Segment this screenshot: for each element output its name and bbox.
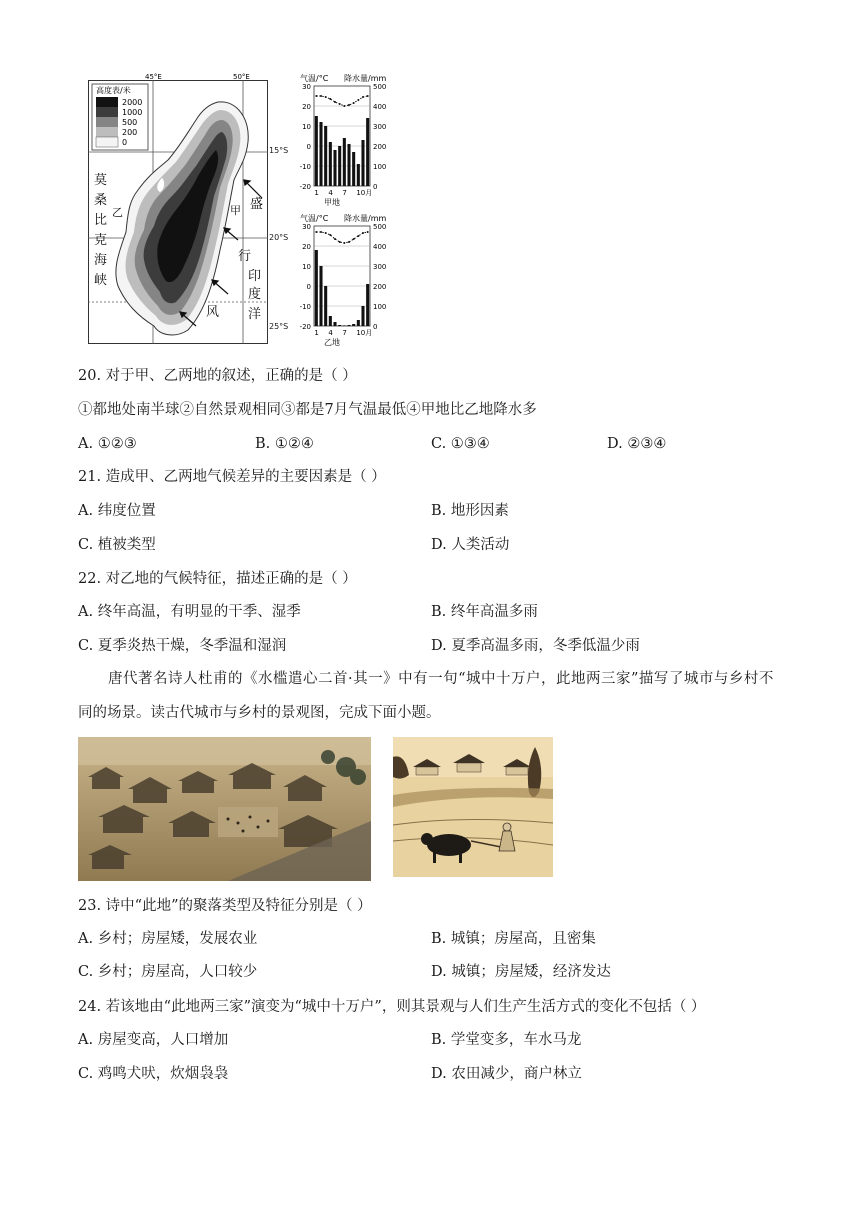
q23-option-b[interactable]: B. 城镇；房屋高，且密集 [431,931,596,947]
q21-option-b[interactable]: B. 地形因素 [431,503,509,519]
q23-option-d[interactable]: D. 城镇；房屋矮，经济发达 [431,964,611,980]
x-tick-label: 4 [328,189,333,197]
q24-option-a[interactable]: A. 房屋变高，人口增加 [78,1032,229,1048]
temperature-point [329,234,331,236]
legend-level-1: 1000 [122,108,143,117]
temperature-point [320,231,322,233]
strait-char-3: 克 [94,233,108,248]
precip-bar [361,140,364,186]
q23-option-a[interactable]: A. 乡村；房屋矮，发展农业 [78,931,258,947]
x-tick-label: 1 [314,189,319,197]
precip-bar [329,142,332,186]
left-tick-label: -20 [299,183,311,191]
x-tick-label: 10月 [356,329,373,337]
temperature-point [343,242,345,244]
lat-label-20: 20°S [269,233,289,242]
x-tick-label: 1 [314,329,319,337]
left-tick-label: 0 [306,283,311,291]
precip-bar [361,306,364,326]
temperature-point [353,102,355,104]
lon-label-45: 45°E [145,73,162,81]
precip-bar [324,126,327,186]
left-tick-label: 30 [302,223,311,231]
q23-stem: 23. 诗中“此地”的聚落类型及特征分别是（ ） [78,898,372,914]
right-tick-label: 400 [373,103,387,111]
right-tick-label: 500 [373,83,387,91]
left-tick-label: -10 [299,303,311,311]
chart-jia-left-label: 气温/°C [300,74,329,83]
q24-option-c[interactable]: C. 鸡鸣犬吠，炊烟袅袅 [78,1066,229,1082]
precip-bar [366,118,369,186]
left-tick-label: 20 [302,103,311,111]
chart-jia-caption: 甲地 [324,198,340,207]
chart-jia-right-label: 降水量/mm [344,74,387,83]
ocean-char-1: 度 [248,287,262,302]
q24-option-d[interactable]: D. 农田减少，商户林立 [431,1066,582,1082]
point-yi-label: 乙 [112,206,123,219]
temperature-point [320,95,322,97]
wind-char-0: 盛 [250,197,264,212]
temperature-point [367,231,369,233]
precip-bar [343,325,346,326]
precip-bar [333,322,336,326]
climate-chart-yi [292,212,392,348]
ancient-city-painting [78,737,371,881]
temperature-point [367,95,369,97]
strait-char-2: 比 [94,213,108,228]
climate-chart-jia [292,72,392,208]
right-tick-label: 0 [373,183,378,191]
q20-stem: 20. 对于甲、乙两地的叙述，正确的是（ ） [78,368,357,384]
precip-bar [319,266,322,326]
right-tick-label: 100 [373,303,387,311]
precip-bar [343,138,346,186]
q24-stem: 24. 若该地由“此地两三家”演变为“城中十万户”，则其景观与人们生产生活方式的变化不包括（ ） [78,999,706,1015]
right-tick-label: 200 [373,143,387,151]
precip-bar [357,164,360,186]
temperature-point [339,103,341,105]
precip-bar [338,325,341,326]
left-tick-label: 10 [302,123,311,131]
wind-char-1: 行 [238,249,252,264]
temperature-point [325,232,327,234]
left-tick-label: 10 [302,263,311,271]
madagascar-map [88,73,268,344]
right-tick-label: 500 [373,223,387,231]
q22-option-c[interactable]: C. 夏季炎热干燥，冬季温和湿润 [78,638,287,654]
q21-option-d[interactable]: D. 人类活动 [431,537,510,553]
temperature-point [329,98,331,100]
point-jia-label: 甲 [230,204,241,217]
temperature-point [357,235,359,237]
precip-bar [366,284,369,326]
x-tick-label: 10月 [356,189,373,197]
precip-bar [347,325,350,326]
precip-bar [315,116,318,186]
x-tick-label: 4 [328,329,333,337]
passage-line-1: 唐代著名诗人杜甫的《水槛遣心二首·其一》中有一句“城中十万户，此地两三家”描写了城市与乡村不 [108,671,774,687]
legend-level-4: 0 [122,138,128,147]
temperature-point [315,95,317,97]
lat-label-15: 15°S [269,146,289,155]
x-tick-label: 7 [342,189,347,197]
right-tick-label: 400 [373,243,387,251]
lon-label-50: 50°E [233,73,250,81]
legend-level-0: 2000 [122,98,143,107]
left-tick-label: 0 [306,143,311,151]
left-tick-label: 30 [302,83,311,91]
q22-option-d[interactable]: D. 夏季高温多雨，冬季低温少雨 [431,638,640,654]
ocean-char-2: 洋 [248,307,262,322]
lat-label-25: 25°S [269,322,289,331]
right-tick-label: 0 [373,323,378,331]
left-tick-label: 20 [302,243,311,251]
q20-statements: ①都地处南半球②自然景观相同③都是7月气温最低④甲地比乙地降水多 [78,402,537,418]
q20-option-b[interactable]: B. ①②④ [255,436,314,452]
q23-option-c[interactable]: C. 乡村；房屋高，人口较少 [78,964,258,980]
strait-char-5: 峡 [94,273,108,288]
temperature-point [343,105,345,107]
strait-char-0: 莫 [94,173,108,188]
chart-yi-right-label: 降水量/mm [344,214,387,223]
temperature-point [357,99,359,101]
strait-char-4: 海 [94,253,108,268]
strait-char-1: 桑 [94,193,108,208]
ocean-char-0: 印 [248,269,262,284]
precip-bar [329,316,332,326]
temperature-point [348,241,350,243]
q21-option-a[interactable]: A. 纬度位置 [78,503,156,519]
right-tick-label: 300 [373,263,387,271]
right-tick-label: 300 [373,123,387,131]
legend-level-3: 200 [122,128,138,137]
temperature-point [362,96,364,98]
wind-char-2: 风 [206,305,220,320]
q22-option-a[interactable]: A. 终年高温，有明显的干季、湿季 [78,604,301,620]
legend-level-2: 500 [122,118,138,127]
right-tick-label: 100 [373,163,387,171]
temperature-point [325,96,327,98]
left-tick-label: -20 [299,323,311,331]
ancient-village-painting [393,737,553,877]
temperature-point [348,104,350,106]
precip-bar [324,286,327,326]
x-tick-label: 7 [342,329,347,337]
q20-option-d[interactable]: D. ②③④ [607,436,667,452]
q21-option-c[interactable]: C. 植被类型 [78,537,156,553]
q22-stem: 22. 对乙地的气候特征，描述正确的是（ ） [78,571,357,587]
precip-bar [347,144,350,186]
right-tick-label: 200 [373,283,387,291]
q24-option-b[interactable]: B. 学堂变多，车水马龙 [431,1032,582,1048]
temperature-point [353,238,355,240]
precip-bar [338,146,341,186]
temperature-point [362,232,364,234]
map-legend-title: 高度表/米 [96,86,131,95]
precip-bar [357,320,360,326]
q20-option-a[interactable]: A. ①②③ [78,436,137,452]
q21-stem: 21. 造成甲、乙两地气候差异的主要因素是（ ） [78,469,386,485]
passage-line-2: 同的场景。读古代城市与乡村的景观图，完成下面小题。 [78,705,441,721]
temperature-point [315,231,317,233]
temperature-point [334,238,336,240]
q22-option-b[interactable]: B. 终年高温多雨 [431,604,538,620]
precip-bar [333,150,336,186]
q20-option-c[interactable]: C. ①③④ [431,436,490,452]
precip-bar [352,324,355,326]
chart-yi-caption: 乙地 [324,338,340,347]
temperature-point [334,101,336,103]
precip-bar [315,250,318,326]
precip-bar [319,122,322,186]
left-tick-label: -10 [299,163,311,171]
precip-bar [352,152,355,186]
chart-yi-left-label: 气温/°C [300,214,329,223]
temperature-point [339,241,341,243]
